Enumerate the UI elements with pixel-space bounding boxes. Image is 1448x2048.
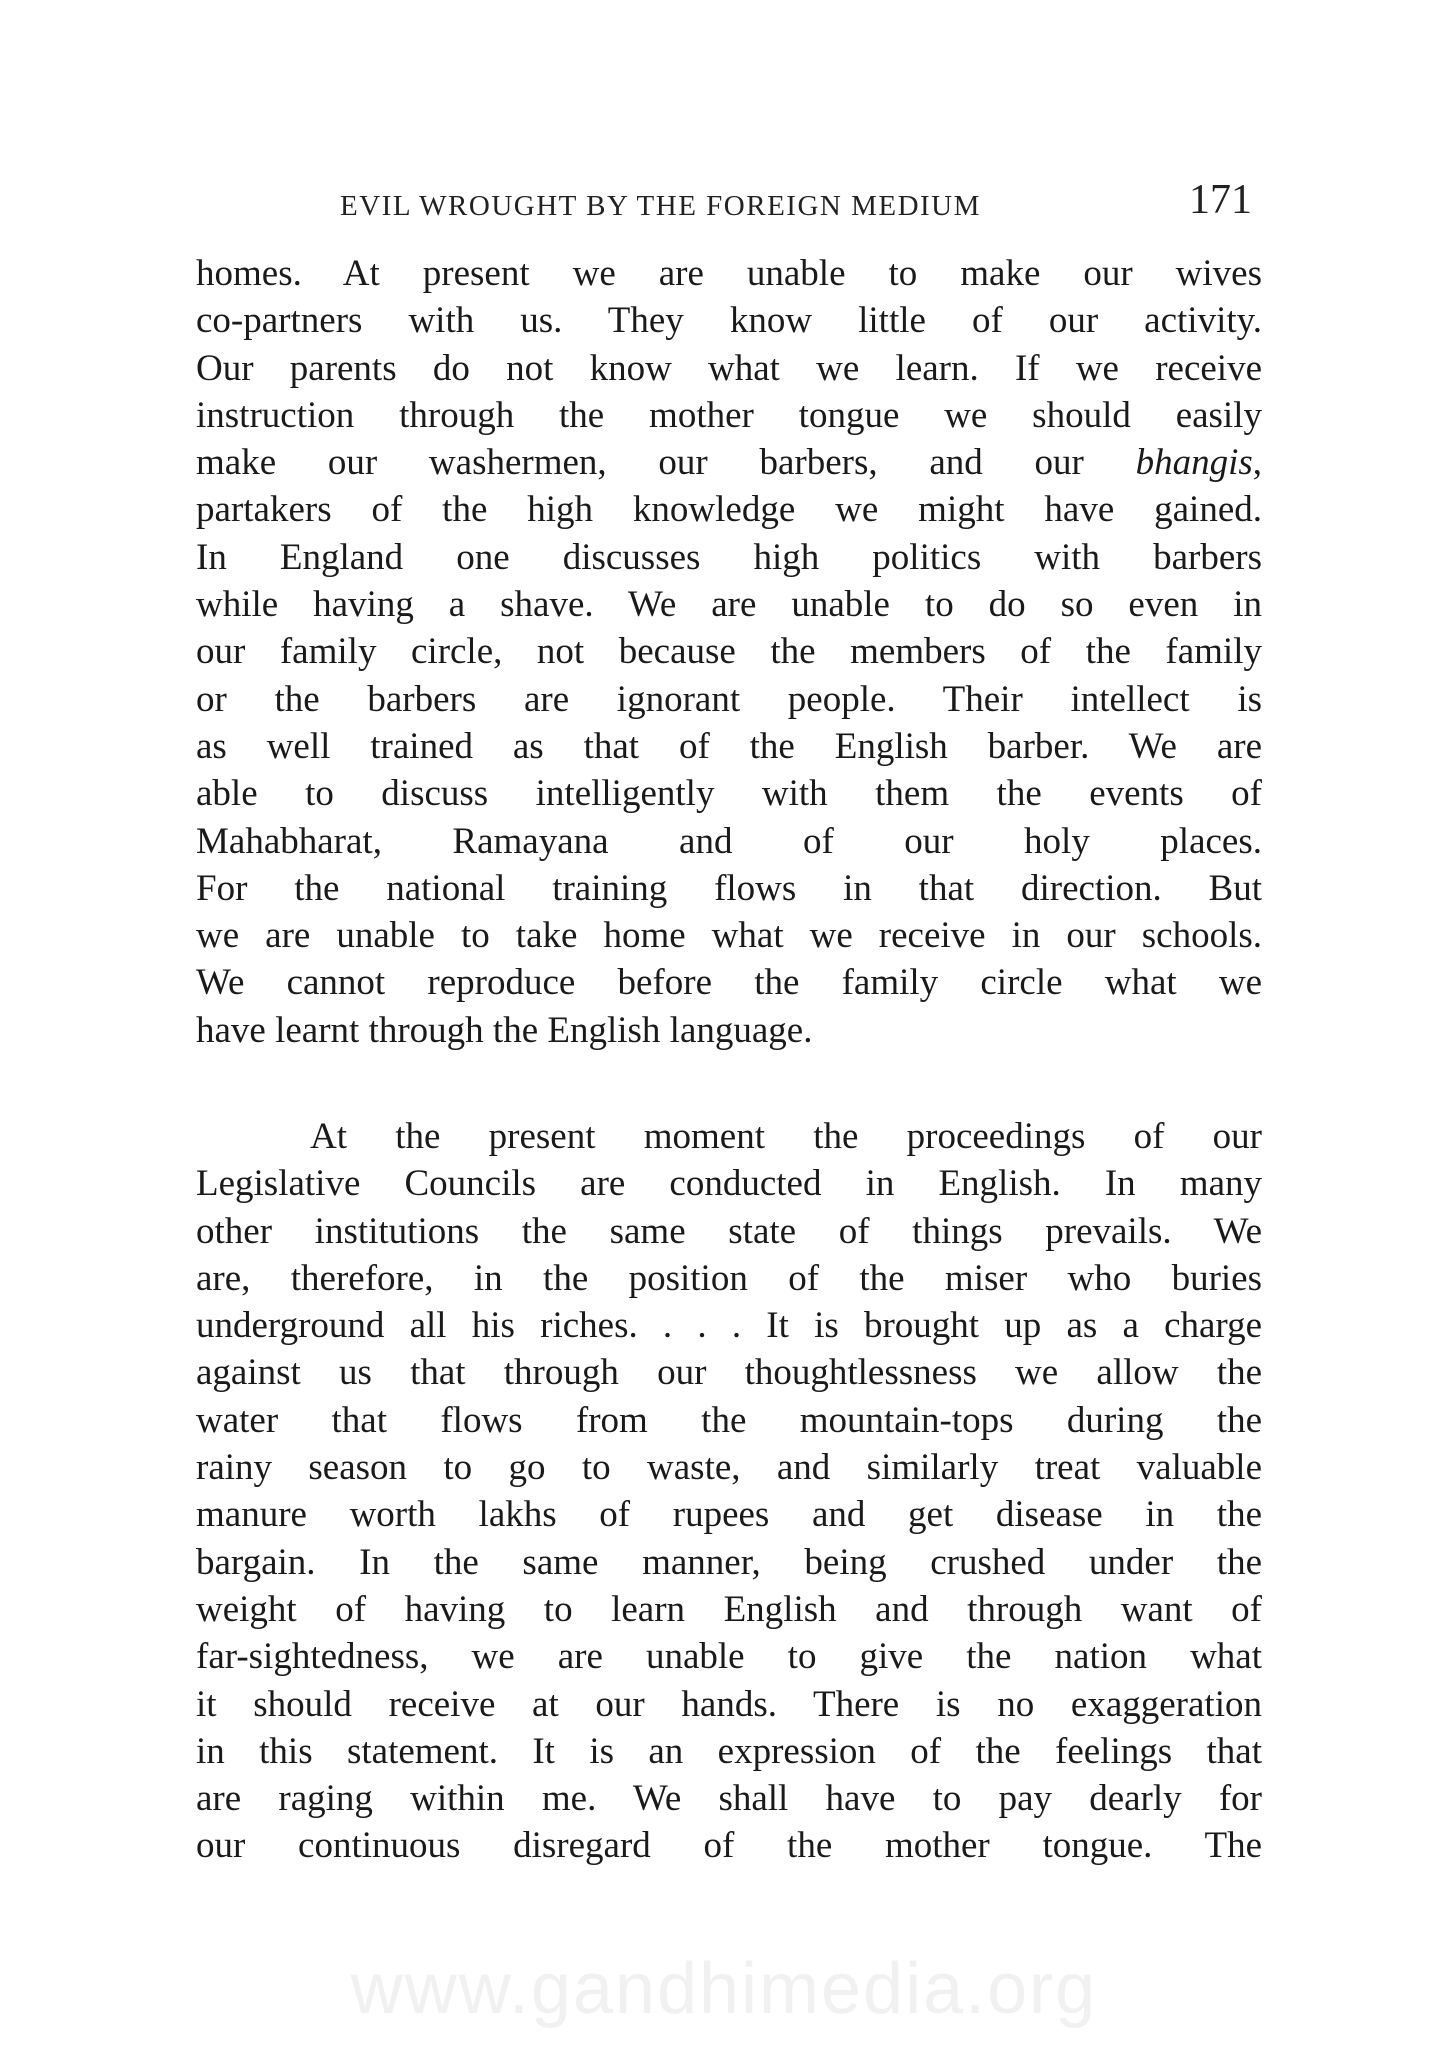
text-line: as well trained as that of the English barber. We are bbox=[196, 725, 1262, 767]
text-line: At the present moment the proceedings of our bbox=[310, 1116, 1262, 1157]
text-line: are, therefore, in the position of the miser who buries bbox=[196, 1257, 1262, 1299]
text-line: co-partners with us. They know little of our activity. bbox=[196, 300, 1262, 342]
text-line: our continuous disregard of the mother tongue. The bbox=[196, 1825, 1262, 1867]
text-line: or the barbers are ignorant people. Their intellect is bbox=[196, 678, 1262, 720]
text-line: able to discuss intelligently with them the events of bbox=[196, 773, 1262, 815]
text-line: For the national training flows in that direction. But bbox=[196, 867, 1262, 909]
running-title: EVIL WROUGHT BY THE FOREIGN MEDIUM bbox=[340, 190, 981, 222]
text-line: We cannot reproduce before the family circle what we bbox=[196, 962, 1262, 1004]
text-line: weight of having to learn English and through want of bbox=[196, 1588, 1262, 1630]
text-line: against us that through our thoughtlessness we allow the bbox=[196, 1352, 1262, 1394]
text-line: manure worth lakhs of rupees and get disease in the bbox=[196, 1494, 1262, 1536]
text-line: rainy season to go to waste, and similarly treat valuable bbox=[196, 1447, 1262, 1489]
paragraph-2 bbox=[196, 1113, 1262, 1870]
watermark: www.gandhimedia.org bbox=[350, 1949, 1098, 2029]
text-line: bargain. In the same manner, being crushed under the bbox=[196, 1541, 1262, 1583]
text-line: while having a shave. We are unable to do so even in bbox=[196, 584, 1262, 626]
text-line: far-sightedness, we are unable to give the nation what bbox=[196, 1636, 1262, 1678]
text-line: Mahabharat, Ramayana and of our holy places. bbox=[196, 820, 1262, 862]
text-line: have learnt through the English language. bbox=[196, 1009, 813, 1051]
text-line: partakers of the high knowledge we might have gained. bbox=[196, 489, 1262, 531]
text-line: underground all his riches. . . . It is brought up as a charge bbox=[196, 1305, 1262, 1347]
text-line: we are unable to take home what we receive in our schools. bbox=[196, 915, 1262, 957]
text-line: other institutions the same state of things prevails. We bbox=[196, 1210, 1262, 1252]
page-number: 171 bbox=[1189, 177, 1252, 223]
text-line: are raging within me. We shall have to pay dearly for bbox=[196, 1778, 1262, 1820]
text-line: In England one discusses high politics with barbers bbox=[196, 536, 1262, 578]
text-line: Legislative Councils are conducted in English. In many bbox=[196, 1163, 1262, 1205]
text-line: Our parents do not know what we learn. If we receive bbox=[196, 347, 1262, 389]
text-line: water that flows from the mountain-tops during the bbox=[196, 1399, 1262, 1441]
text-line: instruction through the mother tongue we should easily bbox=[196, 394, 1262, 436]
text-line: make our washermen, our barbers, and our bhangis, bbox=[196, 442, 1262, 484]
text-line: in this statement. It is an expression of the feelings that bbox=[196, 1730, 1262, 1772]
text-line: it should receive at our hands. There is no exaggeration bbox=[196, 1683, 1262, 1725]
text-line: our family circle, not because the members of the family bbox=[196, 631, 1262, 673]
paragraph-1 bbox=[196, 250, 1262, 1054]
running-head bbox=[196, 176, 1268, 232]
text-line: homes. At present we are unable to make our wives bbox=[196, 253, 1262, 294]
